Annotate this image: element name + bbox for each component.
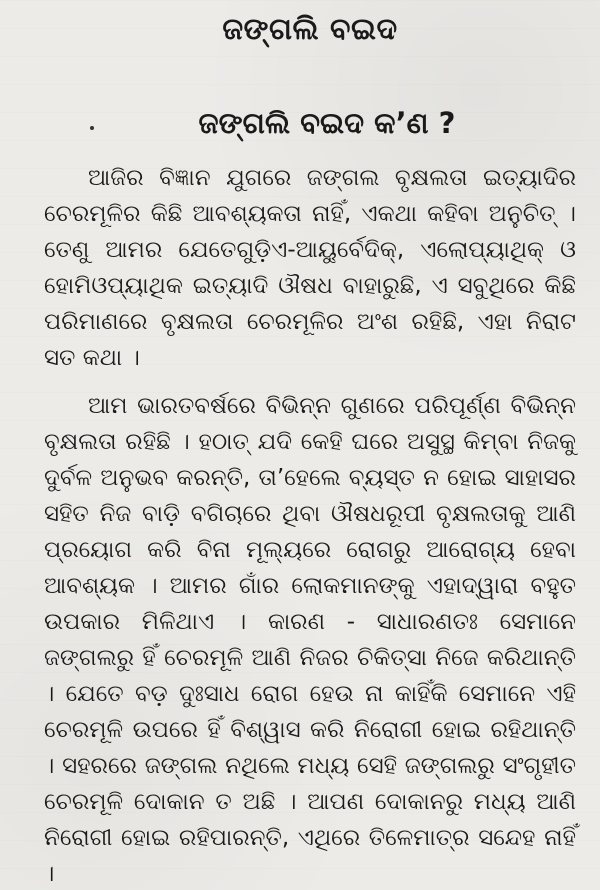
- paragraph-1: ଆଜିର ବିଜ୍ଞାନ ଯୁଗରେ ଜଙ୍ଗଲ ବୃକ୍ଷଲତା ଇତ୍ୟାଦିର ଚେରମୂଳିର କିଛି ଆବଶ୍ୟକତା ନାହିଁ, ଏକଥା କହିବା ଅନୁଚିତ୍ । ତେଣୁ ଆମର ଯେତେଗୁଡ଼ିଏ-ଆୟୁର୍ବେଦିକ୍, ଏଲୋପ୍ୟାଥିକ୍ ଓ ହୋମିଓପ୍ୟାଥିକ ଇତ୍ୟାଦି ଔଷଧ ବାହାରୁଛି, ଏ ସବୁଥିରେ କିଛି ପରିମାଣରେ ବୃକ୍ଷଲତା ଚେରମୂଳିର ଅଂଶ ରହିଛି, ଏହା ନିରାଟ ସତ କଥା ।: [44, 165, 576, 371]
- subtitle-row: [44, 104, 576, 142]
- bullet-dot: [90, 126, 94, 130]
- paragraph-2: ଆମ ଭାରତବର୍ଷରେ ବିଭିନ୍ନ ଗୁଣରେ ପରିପୂର୍ଣ୍ଣ ବିଭିନ୍ନ ବୃକ୍ଷଲତା ରହିଛି । ହଠାତ୍ ଯଦି କେହି ଘରେ ଅସୁସ୍ଥ କିମ୍ବା ନିଜକୁ ଦୁର୍ବଳ ଅନୁଭବ କରନ୍ତି, ତା’ହେଲେ ବ୍ୟସ୍ତ ନ ହୋଇ ସାହାସର ସହିତ ନିଜ ବାଡ଼ି ବଗିଚାରେ ଥିବା ଔଷଧରୂପୀ ବୃକ୍ଷଲତାକୁ ଆଣି ପ୍ରୟୋଗ କରି ବିନା ମୂଲ୍ୟରେ ରୋଗରୁ ଆରୋଗ୍ୟ ହେବା ଆବଶ୍ୟକ । ଆମର ଗାଁର ଲୋକମାନଙ୍କୁ ଏହାଦ୍ୱାରା ବହୁତ ଉପକାର ମିଳିଥାଏ । କାରଣ - ସାଧାରଣତଃ ସେମାନେ ଜଙ୍ଗଲରୁ ହିଁ ଚେରମୂଳି ଆଣି ନିଜର ଚିକିତ୍ସା ନିଜେ କରିଥାନ୍ତି । ଯେତେ ବଡ଼ ଦୁଃସାଧ ରୋଗ ହେଉ ନା କାହିଁକି ସେମାନେ ଏହି ଚେରମୂଳି ଉପରେ ହିଁ ବିଶ୍ୱାସ କରି ନିରୋଗୀ ହୋଇ ରହିଥାନ୍ତି । ସହରରେ ଜଙ୍ଗଲ ନଥିଲେ ମଧ୍ୟ ସେହି ଜଙ୍ଗଲରୁ ସଂଗୃହୀତ ଚେରମୂଳି ଦୋକାନ ତ ଅଛି । ଆପଣ ଦୋକାନରୁ ମଧ୍ୟ ଆଣି ନିରୋଗୀ ହୋଇ ରହିପାରନ୍ତି, ଏଥିରେ ତିଳେମାତ୍ର ସନ୍ଦେହ ନାହିଁ ।: [44, 393, 576, 887]
- section-title: ଜଙ୍ଗଲି ବଇଦ କ’ଣ ?: [198, 106, 456, 140]
- page-title: ଜଙ୍ଗଲି ବଇଦ: [222, 12, 398, 47]
